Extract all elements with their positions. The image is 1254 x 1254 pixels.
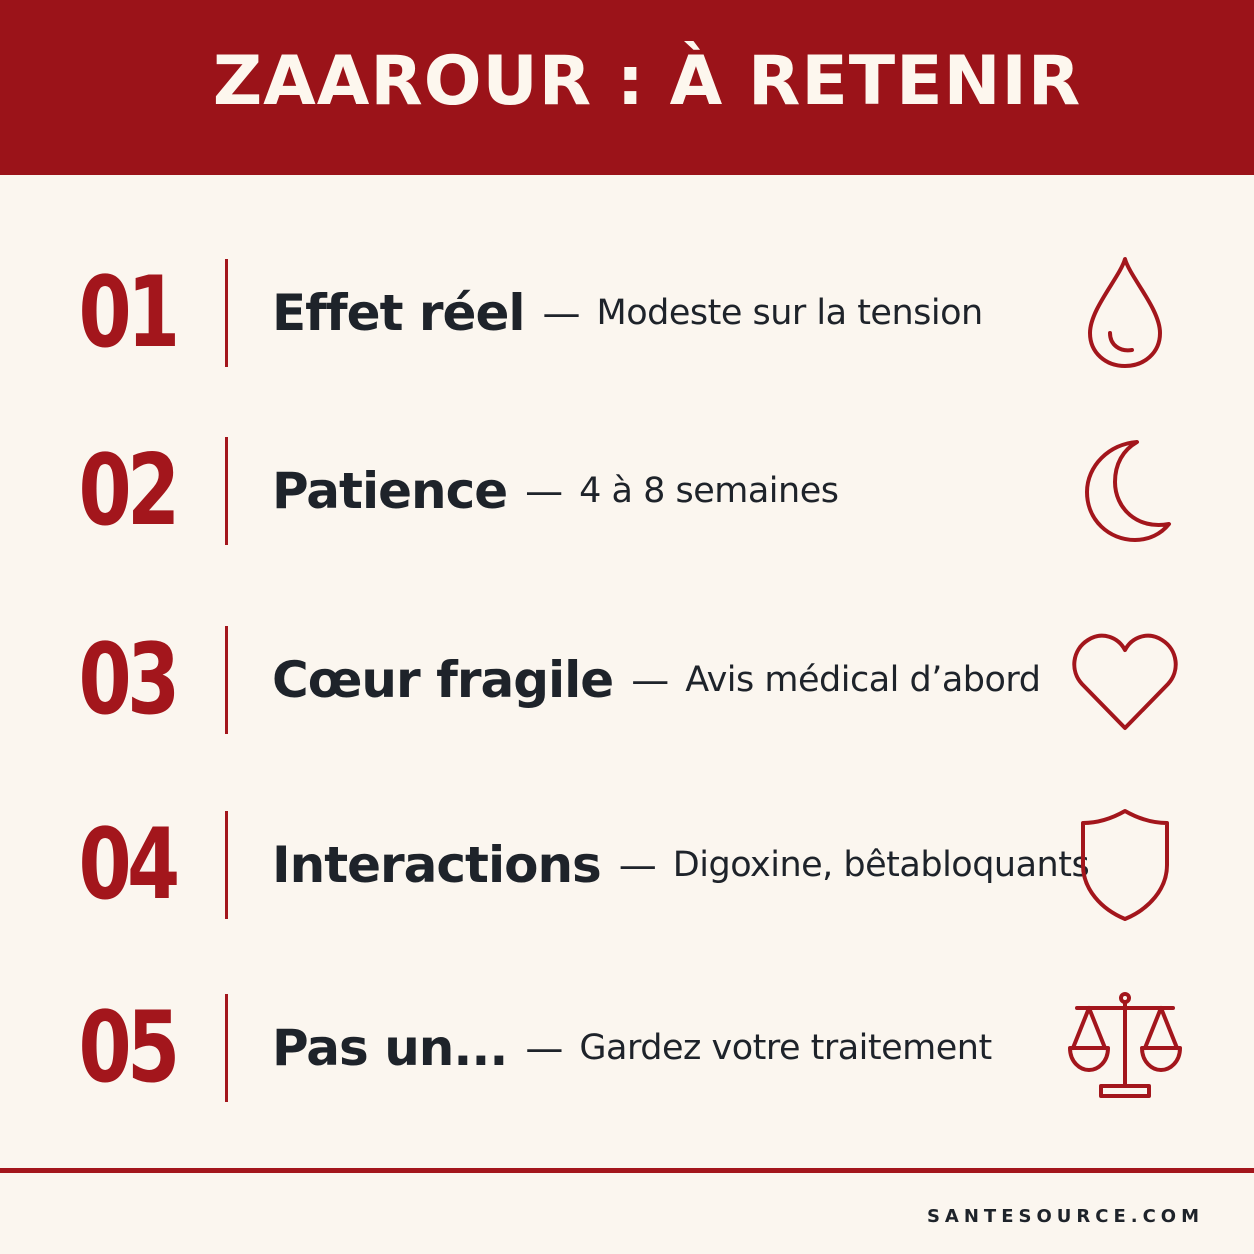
item-number: 04 bbox=[78, 808, 176, 922]
item-label: Effet réel bbox=[272, 284, 525, 342]
item-label: Patience bbox=[272, 462, 508, 520]
item-number: 03 bbox=[78, 623, 176, 737]
item-number: 01 bbox=[78, 256, 176, 370]
item-text bbox=[272, 431, 839, 551]
item-divider bbox=[225, 626, 228, 734]
footer-site-name: SANTESOURCE.COM bbox=[926, 1206, 1204, 1227]
item-dash: — bbox=[618, 843, 657, 887]
item-text bbox=[272, 620, 1040, 740]
list-item-5 bbox=[0, 988, 1254, 1108]
shield-icon bbox=[1060, 805, 1190, 925]
list-item-1 bbox=[0, 253, 1254, 373]
moon-icon bbox=[1060, 431, 1190, 551]
drop-icon bbox=[1060, 253, 1190, 373]
item-description: Modeste sur la tension bbox=[596, 293, 983, 333]
item-description: Gardez votre traitement bbox=[579, 1028, 992, 1068]
item-description: 4 à 8 semaines bbox=[579, 471, 839, 511]
list-item-3 bbox=[0, 620, 1254, 740]
scales-icon bbox=[1060, 988, 1190, 1108]
item-number: 05 bbox=[78, 991, 176, 1105]
footer-divider bbox=[0, 1168, 1254, 1173]
item-label: Cœur fragile bbox=[272, 651, 614, 709]
item-dash: — bbox=[542, 291, 581, 335]
item-text bbox=[272, 253, 983, 373]
heart-icon bbox=[1060, 620, 1190, 740]
item-divider bbox=[225, 437, 228, 545]
page-title: ZAAROUR : À RETENIR bbox=[212, 42, 1082, 121]
item-label: Interactions bbox=[272, 836, 601, 894]
header-banner bbox=[0, 0, 1254, 175]
item-text bbox=[272, 988, 992, 1108]
item-dash: — bbox=[631, 658, 670, 702]
item-divider bbox=[225, 994, 228, 1102]
item-description: Digoxine, bêtabloquants bbox=[672, 845, 1090, 885]
item-divider bbox=[225, 259, 228, 367]
item-label: Pas un... bbox=[272, 1019, 508, 1077]
item-text bbox=[272, 805, 1089, 925]
item-divider bbox=[225, 811, 228, 919]
item-description: Avis médical d’abord bbox=[685, 660, 1041, 700]
list-item-2 bbox=[0, 431, 1254, 551]
item-dash: — bbox=[525, 469, 564, 513]
item-dash: — bbox=[525, 1026, 564, 1070]
list-item-4 bbox=[0, 805, 1254, 925]
item-number: 02 bbox=[78, 434, 176, 548]
